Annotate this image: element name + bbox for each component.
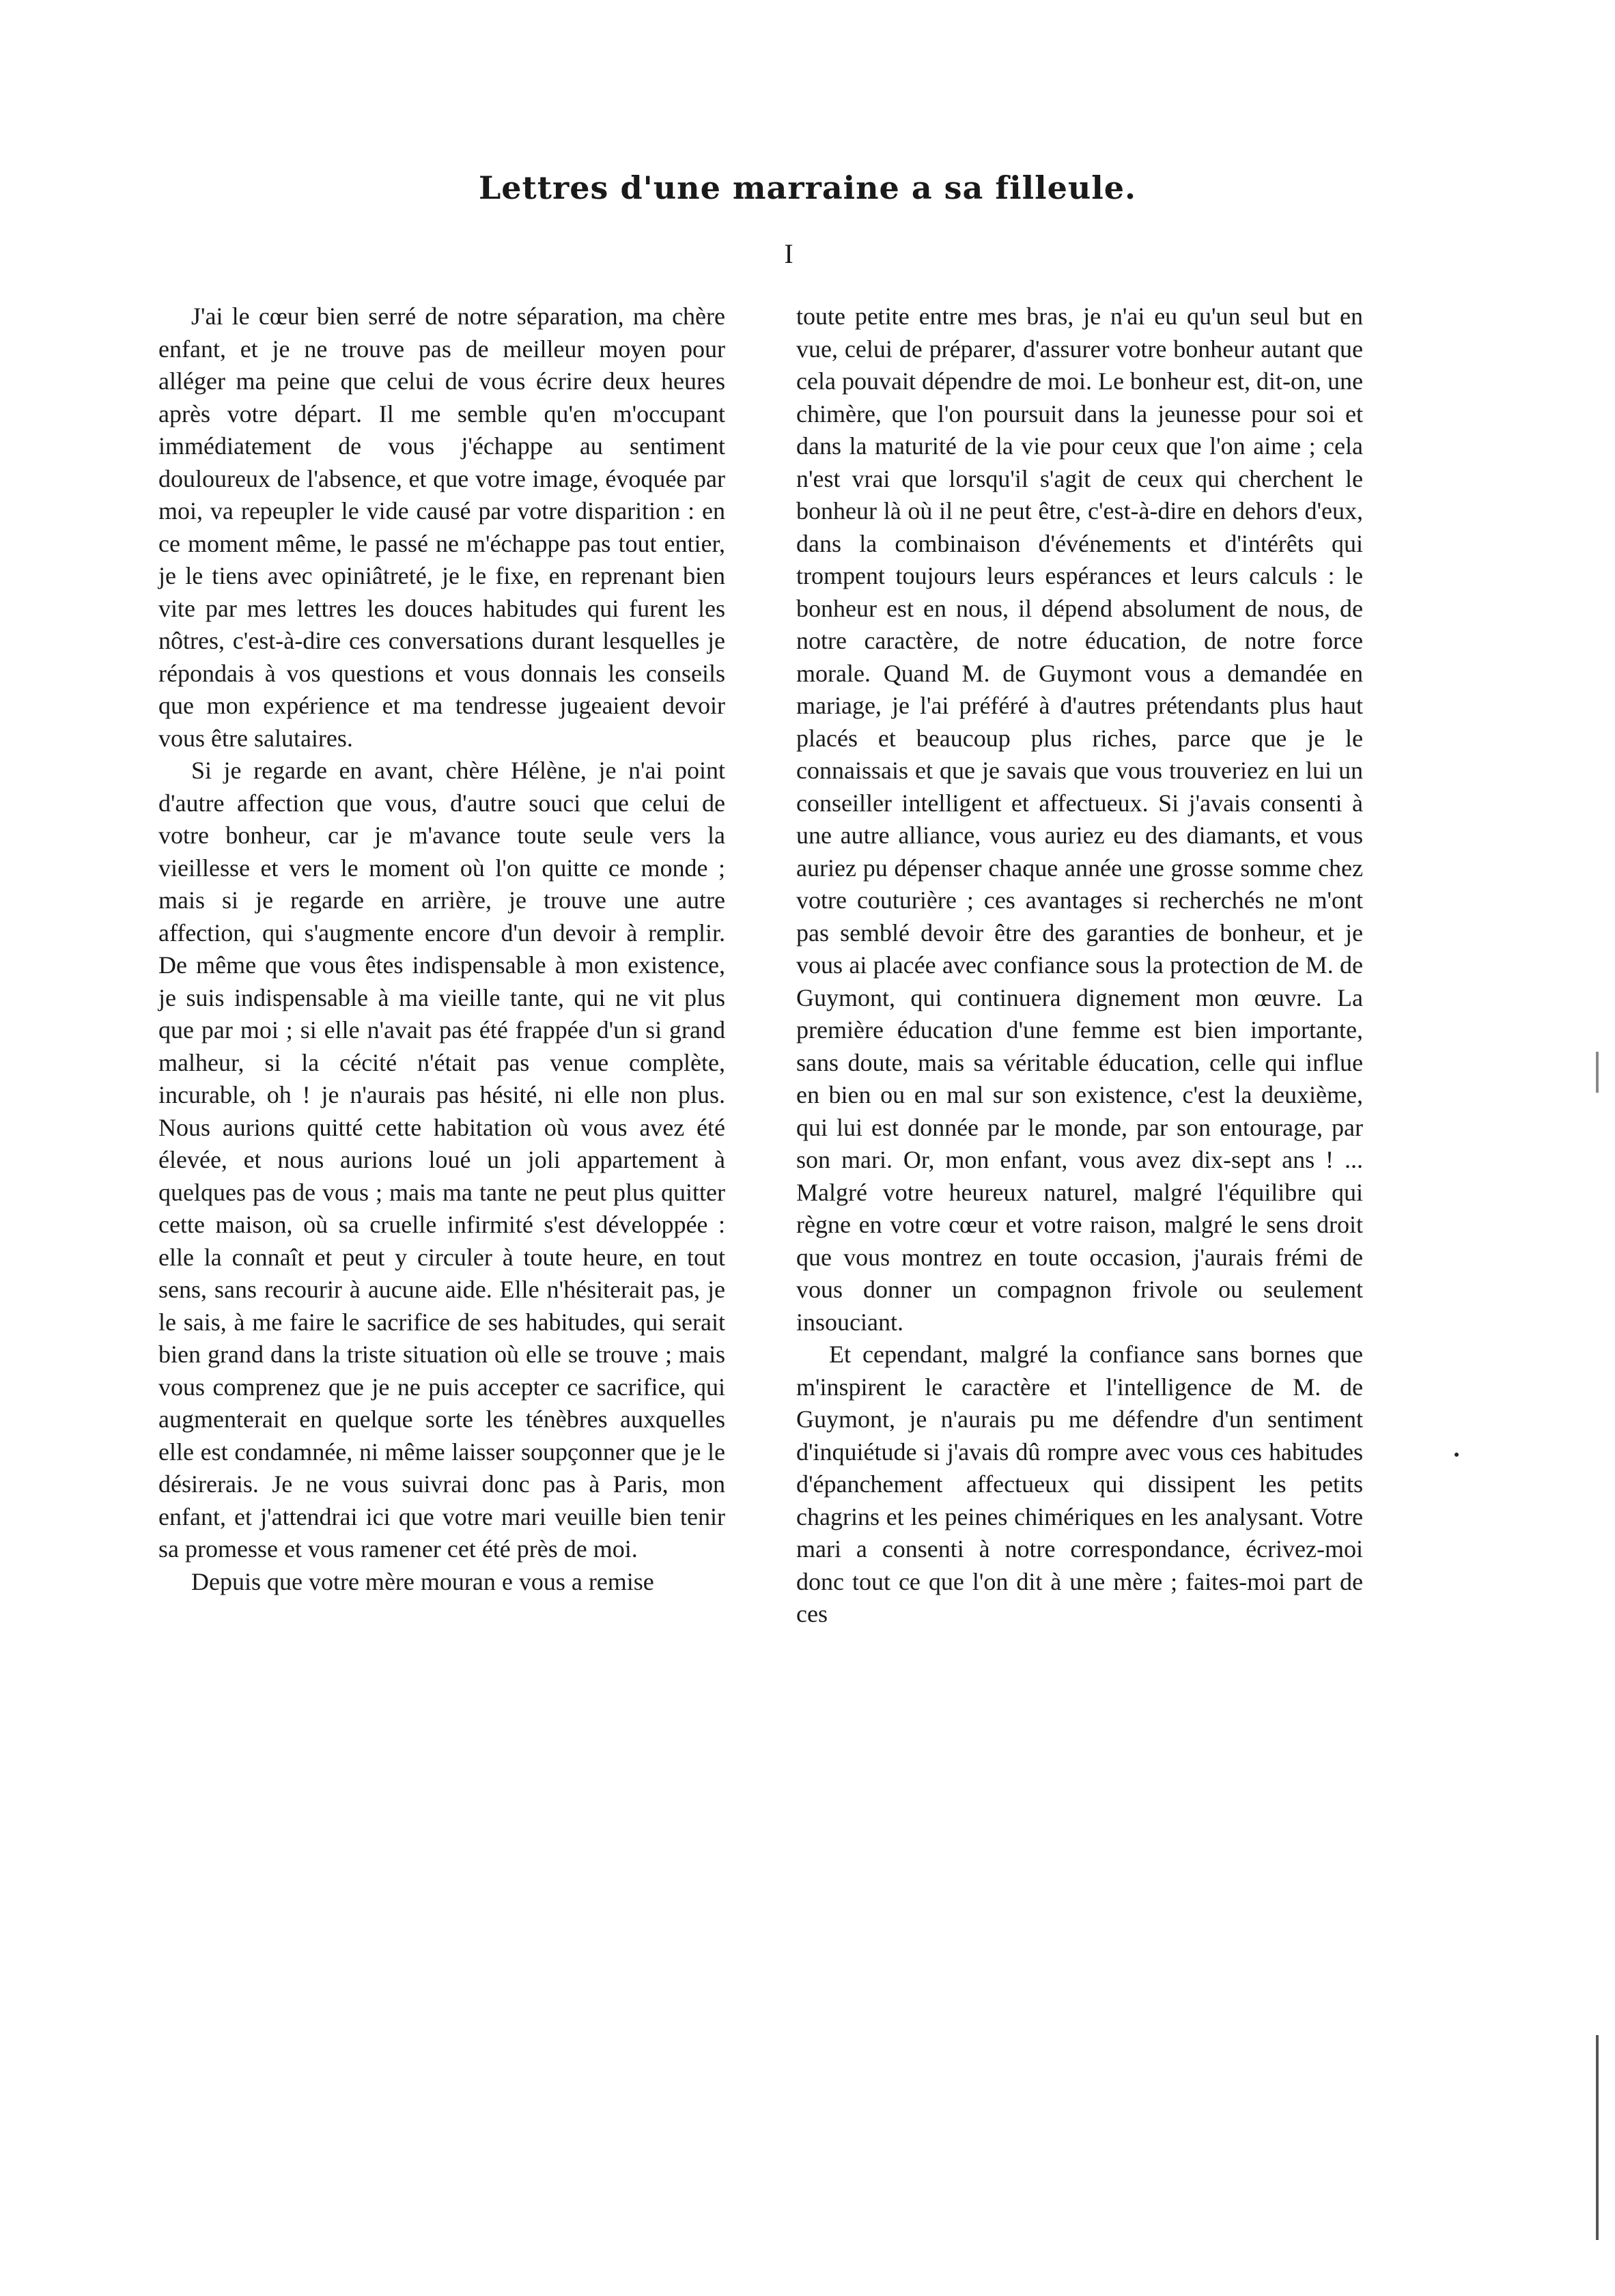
scan-edge-mark bbox=[1596, 1052, 1599, 1093]
right-text-column bbox=[796, 300, 1363, 1631]
paragraph: Depuis que votre mère mouran e vous a remise bbox=[191, 1567, 654, 1595]
letter-title: Lettres d'une marraine a sa filleule. bbox=[478, 169, 1137, 206]
paragraph: Si je regarde en avant, chère Hélène, je n'ai point d'autre affection que vous, d'autre souci que celui de votre bonheur, car je m'avance toute seule vers la vieillesse et vers le moment où l'on quitte ce monde ; mais si je regarde en arrière, je trouve une autre affection, qui s'augmente encore d'un devoir à remplir. De même que vous êtes indispensable à mon existence, je suis indispensable à ma vieille tante, qui ne vit plus que par moi ; si elle n'avait pas été frappée d'un si grand malheur, si la cécité n'était pas venue complète, incurable, oh ! je n'aurais pas hésité, ni elle non plus. Nous aurions quitté cette habitation où vous avez été élevée, et nous aurions loué un joli appartement à quelques pas de vous ; mais ma tante ne peut plus quitter cette maison, où sa cruelle infirmité s'est développée : elle la connaît et peut y circuler à toute heure, en tout sens, sans recourir à aucune aide. Elle n'hésiterait pas, je le sais, à me faire le sacrifice de ses habitudes, qui serait bien grand dans la triste situation où elle se trouve ; mais vous comprenez que je ne puis accepter ce sacrifice, qui augmenterait en quelque sorte les ténèbres auxquelles elle est condamnée, ni même laisser soupçonner que je le désirerais. Je ne vous suivrai donc pas à Paris, mon enfant, et j'attendrai ici que votre mari veuille bien tenir sa promesse et vous ramener cet été près de moi. bbox=[158, 757, 725, 1563]
paragraph: toute petite entre mes bras, je n'ai eu qu'un seul but en vue, celui de préparer, d'assurer votre bonheur autant que cela pouvait dépendre de moi. Le bonheur est, dit-on, une chimère, que l'on poursuit dans la jeunesse pour soi et dans la maturité de la vie pour ceux que l'on aime ; cela n'est vrai que lorsqu'il s'agit de ceux qui cherchent le bonheur là où il ne peut être, c'est-à-dire en dehors d'eux, dans la combinaison d'événements et d'intérêts qui trompent toujours leurs espérances et leurs calculs : le bonheur est en nous, il dépend absolument de nous, de notre caractère, de notre éducation, de notre force morale. Quand M. de Guymont vous a demandée en mariage, je l'ai préféré à d'autres prétendants plus haut placés et beaucoup plus riches, parce que je le connaissais et que je savais que vous trouveriez en lui un conseiller intelligent et affectueux. Si j'avais consenti à une autre alliance, vous auriez eu des diamants, et vous auriez pu dépenser chaque année une grosse somme chez votre couturière ; ces avantages si recherchés ne m'ont pas semblé devoir être des garanties de bonheur, et je vous ai placée avec confiance sous la protection de M. de Guymont, qui continuera dignement mon œuvre. La première éducation d'une femme est bien importante, sans doute, mais sa véritable éducation, celle qui influe en bien ou en mal sur son existence, c'est la deuxième, qui lui est donnée par le monde, par son entourage, par son mari. Or, mon enfant, vous avez dix-sept ans ! ... Malgré votre heureux naturel, malgré l'équilibre qui règne en votre cœur et votre raison, malgré le sens droit que vous montrez en toute occasion, j'aurais frémi de vous donner un compagnon frivole ou seulement insouciant. bbox=[796, 303, 1363, 1336]
left-text-column bbox=[158, 300, 725, 1598]
paragraph: J'ai le cœur bien serré de notre séparation, ma chère enfant, et je ne trouve pas de meilleur moyen pour alléger ma peine que celui de vous écrire deux heures après votre départ. Il me semble qu'en m'occupant immédiatement de vous j'échappe au sentiment douloureux de l'absence, et que votre image, évoquée par moi, va repeupler le vide causé par votre disparition : en ce moment même, le passé ne m'échappe pas tout entier, je le tiens avec opiniâtreté, je le fixe, en reprenant bien vite par mes lettres les douces habitudes qui furent les nôtres, c'est-à-dire ces conversations durant lesquelles je répondais à vos questions et vous donnais les conseils que mon expérience et ma tendresse jugeaient devoir vous être salutaires. bbox=[158, 303, 725, 752]
ink-speck bbox=[1455, 1453, 1459, 1457]
scan-edge-mark bbox=[1596, 2035, 1599, 2240]
section-number: I bbox=[784, 238, 794, 269]
paragraph: Et cependant, malgré la confiance sans bornes que m'inspirent le caractère et l'intelligence de M. de Guymont, je n'aurais pu me défendre d'un sentiment d'inquiétude si j'avais dû rompre avec vous ces habitudes d'épanchement affectueux qui dissipent les petits chagrins et les peines chimériques en les analysant. Votre mari a consenti à notre correspondance, écrivez-moi donc tout ce que l'on dit à une mère ; faites-moi part de ces bbox=[796, 1341, 1363, 1627]
